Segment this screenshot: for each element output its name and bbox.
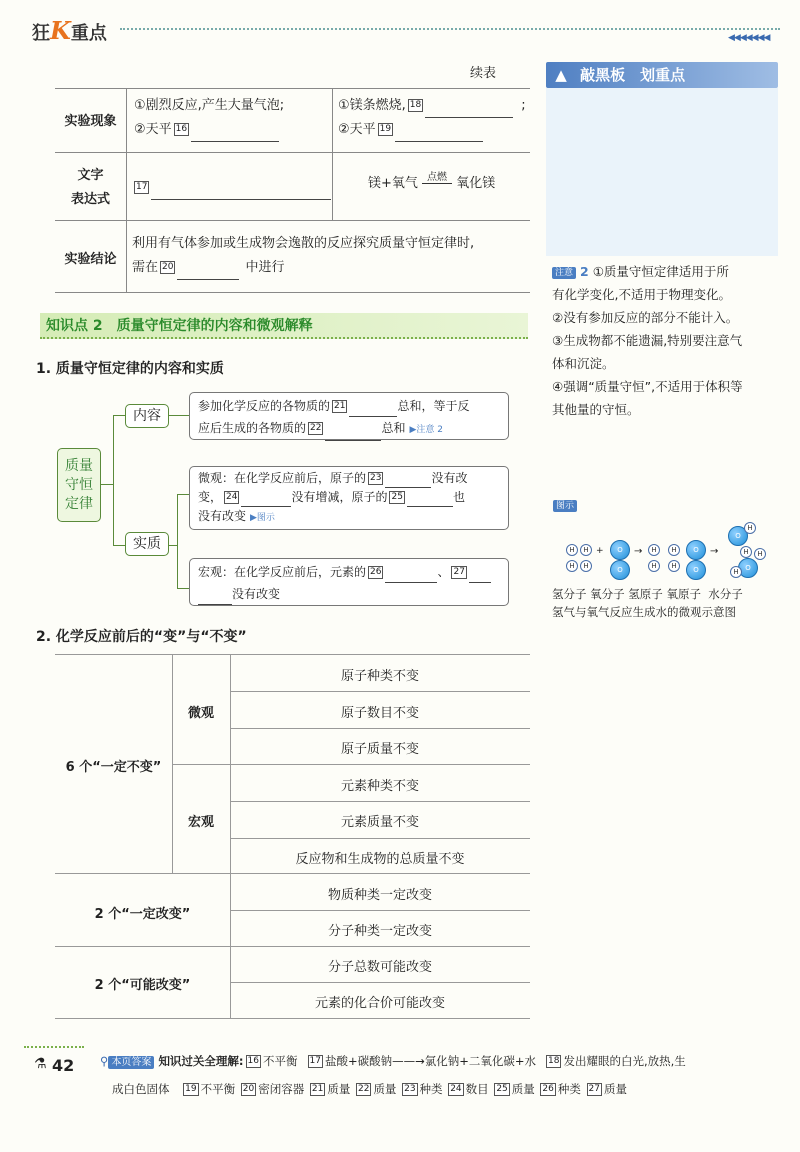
table-cell: 元素的化合价可能改变 [314, 996, 445, 1011]
expression-left [132, 176, 331, 200]
reaction-arrow: 点燃 [422, 176, 452, 191]
blank-number: 22 [310, 423, 322, 433]
oxygen-atom-icon: O [686, 540, 706, 560]
note-block: 注意 2 ①质量守恒定律适用于所 有化学变化,不适用于物理变化。 ②没有参加反应的部分不能计入。 ③生成物都不能遗漏,特别要注意气 体和沉淀。 ④强调“质量守恒”,不适用于体积等 其他量的守恒。 [552, 264, 743, 417]
figure-tag [553, 498, 577, 513]
answer-blank [385, 569, 437, 583]
table-line [230, 838, 530, 839]
answer-text: 质量 [327, 1082, 351, 1096]
table-vline [126, 88, 127, 292]
hydrogen-atom-icon: H [580, 560, 592, 572]
header-arrows-icon: ◀◀◀◀◀◀◀ [728, 33, 770, 43]
answer-text: 发出耀眼的白光,放热,生 [563, 1054, 686, 1068]
hydrogen-atom-icon: H [730, 566, 742, 578]
blank-number: 17 [136, 182, 148, 192]
blank-number: 16 [175, 124, 188, 134]
group-maybe-label: 2 个“可能改变” [94, 978, 191, 993]
plus-icon: + [596, 546, 604, 556]
answer-text: 密闭容器 [258, 1082, 305, 1096]
macro-label: 宏观 [187, 815, 214, 830]
answer-text: 种类 [419, 1082, 443, 1096]
table-line [55, 873, 530, 874]
answer-text: 成白色固体 [112, 1082, 170, 1096]
answer-text: 不平衡 [263, 1054, 298, 1068]
hydrogen-atom-icon: H [754, 548, 766, 560]
tree-connector [169, 415, 189, 416]
table-line [55, 292, 530, 293]
table-cell: 原子质量不变 [340, 742, 419, 757]
page-number: 42 [52, 1056, 75, 1075]
row-label-expression: 文字 表达式 [70, 168, 110, 207]
table-vline [332, 88, 333, 220]
note-link[interactable]: ▶注意 2 [409, 425, 443, 435]
table-line [55, 654, 530, 655]
table-line [230, 910, 530, 911]
branch-essence: 实质 [125, 532, 169, 556]
hydrogen-atom-icon: H [668, 560, 680, 572]
continued-label: 续表 [470, 66, 497, 81]
tree-connector [177, 494, 189, 495]
blank-number: 23 [370, 473, 382, 483]
answer-text: 质量 [511, 1082, 535, 1096]
tree-connector [101, 484, 113, 485]
answer-blank [191, 128, 279, 142]
answers-title: 知识过关全理解: [158, 1054, 244, 1068]
part2-heading: 2. 化学反应前后的“变”与“不变” [36, 629, 247, 645]
section-title: 知识点 2 质量守恒定律的内容和微观解释 [46, 318, 313, 334]
answer-blank [407, 493, 453, 507]
page-number-area [24, 1046, 84, 1082]
tree-connector [113, 415, 114, 545]
row-label-conclusion: 实验结论 [64, 252, 117, 267]
answer-blank [325, 427, 381, 441]
micro-label: 微观 [187, 706, 214, 721]
answer-blank [177, 266, 239, 280]
answer-blank [151, 186, 331, 200]
blank-number: 18 [409, 100, 422, 110]
arrow-icon: → [634, 546, 643, 557]
tree-connector [113, 545, 125, 546]
table-vline [172, 654, 173, 873]
answers-block [100, 1048, 790, 1102]
note-icon: 注意 [552, 267, 576, 279]
phenomenon-right-line1: ①镁条燃烧, 18 ; [338, 94, 526, 118]
tree-connector [113, 415, 125, 416]
table-cell: 反应物和生成物的总质量不变 [295, 852, 465, 867]
logo-suffix: 重点 [70, 23, 107, 44]
logo-k: K [50, 16, 71, 45]
sidebar-blackboard [546, 88, 778, 256]
table-line [55, 946, 530, 947]
phenomenon-right [338, 94, 526, 142]
table-line [55, 1018, 530, 1019]
logo-prefix: 狂 [32, 23, 50, 44]
blank-number: 21 [334, 401, 346, 411]
table-cell: 元素质量不变 [340, 815, 419, 830]
phenomenon-left-line2: ②天平 16 [134, 118, 284, 142]
answer-text: 种类 [557, 1082, 581, 1096]
branch-content: 内容 [125, 404, 169, 428]
figure-link[interactable]: ▶图示 [250, 513, 275, 523]
group-changed-label: 2 个“一定改变” [94, 907, 191, 922]
logo [32, 16, 107, 45]
table-line [230, 691, 530, 692]
sidebar-title: 敲黑板 划重点 [580, 66, 686, 84]
header-dotted-line [120, 28, 780, 30]
tree-connector [169, 545, 177, 546]
blank-number: 24 [226, 492, 238, 502]
answer-number: 21 [311, 1084, 324, 1094]
hydrogen-atom-icon: H [648, 544, 660, 556]
content-box: 参加化学反应的各物质的 21 总和，等于反 应后生成的各物质的 22 总和 ▶注意 2 [189, 392, 509, 440]
figure-caption: 氢气与氧气反应生成水的微观示意图 [552, 605, 736, 619]
answer-number: 19 [185, 1084, 197, 1094]
table-cell: 元素种类不变 [340, 779, 419, 794]
answer-blank [241, 493, 291, 507]
answer-blank [395, 128, 483, 142]
blank-number: 26 [370, 567, 382, 577]
micro-box: 微观：在化学反应前后，原子的 23 没有改 变， 24 没有增减，原子的 25 也 没有改变 ▶图示 [189, 466, 509, 530]
answer-text: 数目 [465, 1082, 489, 1096]
conclusion-text: 利用有气体参加或生成物会逸散的反应探究质量守恒定律时, 需在 20 中进行 [132, 232, 474, 280]
figure-labels: 氢分子 氧分子 氢原子 氧原子 水分子 [552, 587, 743, 601]
answer-number: 26 [542, 1084, 554, 1094]
answer-text: 质量 [373, 1082, 397, 1096]
hydrogen-atom-icon: H [648, 560, 660, 572]
phenomenon-left [134, 94, 284, 142]
root-node: 质量 守恒 定律 [57, 448, 101, 522]
teacher-icon: ▲ [555, 66, 567, 84]
arrow-icon: → [710, 546, 719, 557]
answer-number: 16 [247, 1056, 259, 1066]
oxygen-atom-icon: O [728, 526, 748, 546]
answer-number: 27 [588, 1084, 600, 1094]
oxygen-atom-icon: O [738, 558, 758, 578]
tree-connector [177, 588, 189, 589]
table-cell: 原子种类不变 [340, 669, 419, 684]
phenomenon-right-line2: ②天平 19 [338, 118, 526, 142]
answer-blank [385, 474, 431, 488]
reaction-equation: 镁+氧气 点燃 氧化镁 [368, 172, 496, 191]
table-line [230, 801, 530, 802]
answer-blank [198, 591, 232, 605]
group-unchanged-label: 6 个“一定不变” [65, 760, 162, 775]
answer-number: 22 [357, 1084, 370, 1094]
blank-number: 27 [453, 567, 465, 577]
answer-text: 质量 [603, 1082, 627, 1096]
table-cell: 分子种类一定改变 [327, 924, 432, 939]
answer-number: 24 [450, 1084, 462, 1094]
answer-number: 23 [404, 1084, 416, 1094]
hydrogen-atom-icon: H [566, 544, 578, 556]
hydrogen-atom-icon: H [580, 544, 592, 556]
part1-heading: 1. 质量守恒定律的内容和实质 [36, 361, 224, 377]
answer-number: 17 [309, 1056, 321, 1066]
answer-number: 20 [242, 1084, 255, 1094]
tree-connector [177, 494, 178, 588]
hydrogen-atom-icon: H [668, 544, 680, 556]
answer-blank [349, 403, 397, 417]
answer-blank [469, 569, 491, 583]
macro-box: 宏观：在化学反应前后，元素的 26 、 27 没有改变 [189, 558, 509, 606]
answers-tag: 本页答案 [108, 1056, 154, 1069]
table-cell: 分子总数可能改变 [327, 960, 432, 975]
answer-number: 25 [496, 1084, 508, 1094]
flask-icon: ⚗ [34, 1056, 47, 1072]
hydrogen-atom-icon: H [744, 522, 756, 534]
blank-number: 19 [379, 124, 392, 134]
row-label-phenomenon: 实验现象 [64, 114, 117, 129]
answer-text: 盐酸+碳酸钠——→氯化钠+二氧化碳+水 [324, 1054, 536, 1068]
table-cell: 物质种类一定改变 [327, 888, 432, 903]
answer-text: 不平衡 [200, 1082, 236, 1096]
section-title-bar [40, 313, 528, 339]
blank-number: 20 [162, 262, 174, 272]
phenomenon-left-line1: ①剧烈反应,产生大量气泡; [134, 98, 285, 113]
table-line [230, 728, 530, 729]
figure-icon: 图示 [553, 500, 577, 512]
key-icon: ⚲ [100, 1054, 109, 1068]
oxygen-atom-icon: O [610, 560, 630, 580]
oxygen-atom-icon: O [610, 540, 630, 560]
table-line [172, 764, 530, 765]
oxygen-atom-icon: O [686, 560, 706, 580]
hydrogen-atom-icon: H [566, 560, 578, 572]
blank-number: 25 [391, 492, 403, 502]
table-cell: 原子数目不变 [340, 706, 419, 721]
hydrogen-atom-icon: H [740, 546, 752, 558]
answer-number: 18 [548, 1056, 560, 1066]
table-line [230, 982, 530, 983]
sidebar-title-bar [546, 62, 778, 88]
answer-blank [425, 104, 513, 118]
